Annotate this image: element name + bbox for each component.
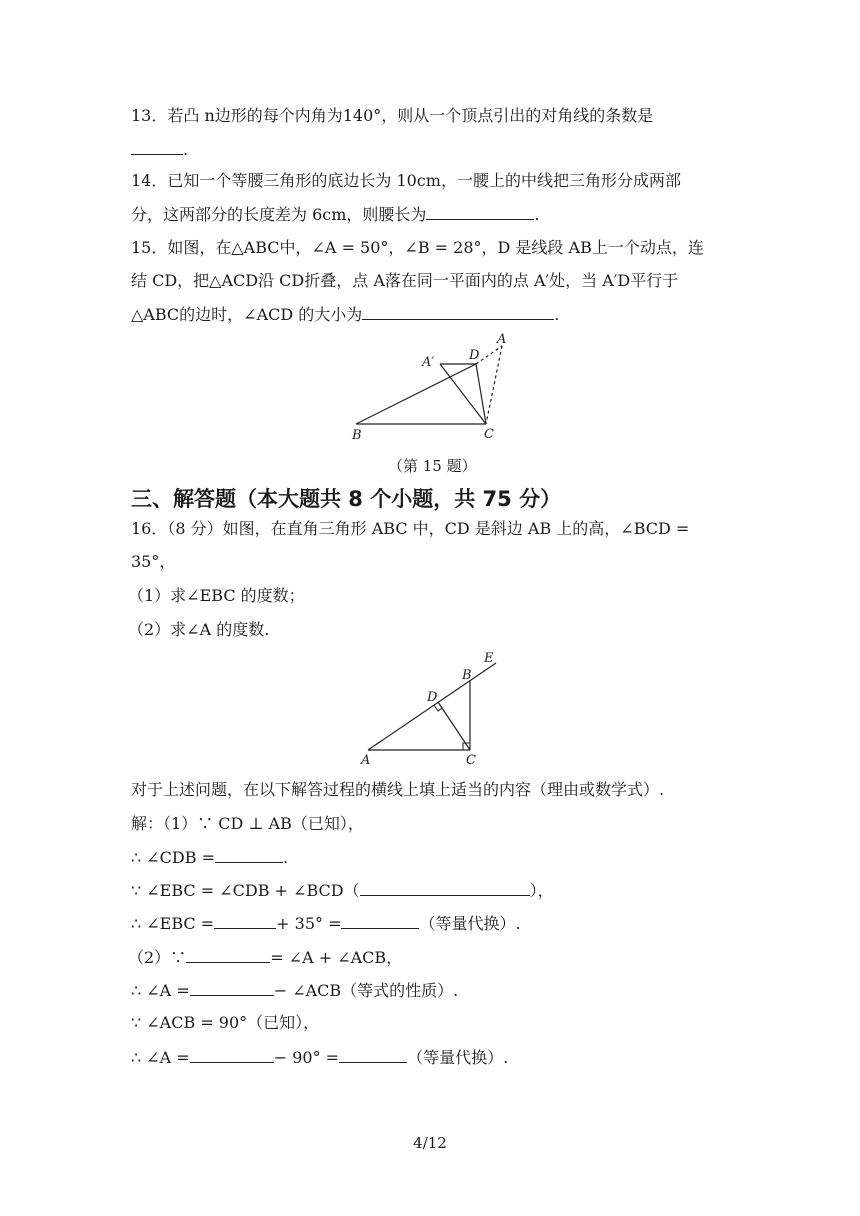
q16-line2: 35°，	[131, 552, 176, 571]
figure-15-caption: （第 15 题）	[388, 457, 477, 475]
q16-part2: （2）求∠A 的度数.	[128, 620, 270, 639]
q14-text: 分，这两部分的长度差为 6cm，则腰长为	[131, 205, 427, 224]
q15-line3	[131, 303, 559, 326]
segment-dc	[476, 364, 486, 424]
blank-a-value-term[interactable]	[190, 1046, 274, 1063]
q13-line1: 13．若凸 n边形的每个内角为140°，则从一个顶点引出的对角线的条数是	[131, 106, 654, 125]
label-c: C	[484, 427, 494, 442]
q14-line2	[131, 203, 540, 226]
segment-bd	[356, 364, 476, 424]
label-b: B	[352, 428, 362, 443]
q16-step2-text: ∴ ∠CDB =	[131, 848, 215, 867]
q16-step2	[131, 846, 288, 869]
label-c: C	[466, 753, 476, 768]
q15-text: △ABC的边时，∠ACD 的大小为	[131, 305, 363, 324]
q14-answer-blank[interactable]	[426, 203, 534, 220]
q16-step3-text: ∵ ∠EBC = ∠CDB + ∠BCD（	[131, 881, 360, 900]
segment-ac-dashed	[486, 346, 502, 424]
label-d: D	[469, 348, 480, 363]
q16-part1: （1）求∠EBC 的度数；	[128, 586, 305, 605]
q16-step6	[131, 979, 458, 1002]
q16-step4-end: （等量代换）.	[419, 914, 521, 933]
label-a: A	[497, 332, 507, 347]
blank-a-result[interactable]	[339, 1046, 407, 1063]
section-heading: 三、解答题（本大题共 8 个小题，共 75 分）	[131, 487, 562, 511]
figure-15	[340, 330, 520, 450]
figure-16	[358, 650, 508, 770]
q16-step4	[131, 912, 521, 935]
q13-period: .	[183, 140, 189, 159]
label-a-prime: A′	[422, 355, 435, 370]
q16-step3-end: ），	[529, 881, 554, 900]
blank-ebc-term[interactable]	[214, 912, 276, 929]
q14-line1: 14．已知一个等腰三角形的底边长为 10cm，一腰上的中线把三角形分成两部	[131, 171, 681, 190]
q16-step5-text: （2）∵	[128, 948, 187, 967]
q16-step4-mid: + 35° =	[276, 914, 342, 933]
q16-step3	[131, 879, 554, 902]
label-e: E	[484, 651, 494, 666]
q16-step6-end: − ∠ACB（等式的性质）.	[273, 981, 459, 1000]
q13-line2	[131, 138, 188, 161]
q16-step7: ∵ ∠ACB = 90°（已知），	[131, 1013, 320, 1032]
q16-step8-end: （等量代换）.	[407, 1048, 509, 1067]
q16-step6-text: ∴ ∠A =	[131, 981, 190, 1000]
q16-step1: 解：（1）∵ CD ⊥ AB（已知），	[131, 814, 364, 833]
page-number: 4/12	[413, 1134, 447, 1152]
segment-a-prime-c	[440, 364, 486, 424]
q14-period: .	[534, 205, 540, 224]
q16-step5-end: = ∠A + ∠ACB，	[270, 948, 403, 967]
label-a: A	[361, 753, 371, 768]
q16-step4-text: ∴ ∠EBC =	[131, 914, 215, 933]
q16-step8-mid: − 90° =	[273, 1048, 340, 1067]
q16-step2-end: .	[283, 848, 289, 867]
blank-ebc-result[interactable]	[341, 912, 419, 929]
q16-step8	[131, 1046, 508, 1069]
label-b: B	[462, 668, 472, 683]
q15-period: .	[554, 305, 560, 324]
line-ae	[368, 663, 496, 750]
blank-exterior-angle[interactable]	[186, 946, 270, 963]
blank-cdb[interactable]	[215, 846, 283, 863]
blank-a-term[interactable]	[190, 979, 274, 996]
q16-intro: 对于上述问题，在以下解答过程的横线上填上适当的内容（理由或数学式）.	[131, 780, 665, 799]
label-d: D	[427, 690, 438, 705]
segment-da-dashed	[476, 346, 502, 364]
q16-step5	[128, 946, 402, 969]
q16-line1: 16．（8 分）如图，在直角三角形 ABC 中，CD 是斜边 AB 上的高，∠BCD =	[131, 519, 690, 538]
q15-line1: 15．如图，在△ABC中，∠A = 50°，∠B = 28°，D 是线段 AB上一个动点，连	[131, 238, 704, 257]
q13-answer-blank[interactable]	[131, 138, 183, 155]
q16-step8-text: ∴ ∠A =	[131, 1048, 190, 1067]
q15-answer-blank[interactable]	[362, 303, 554, 320]
q15-line2: 结 CD，把△ACD沿 CD折叠，点 A落在同一平面内的点 A′处，当 A′D平行于	[131, 271, 679, 290]
blank-reason[interactable]	[360, 879, 530, 896]
